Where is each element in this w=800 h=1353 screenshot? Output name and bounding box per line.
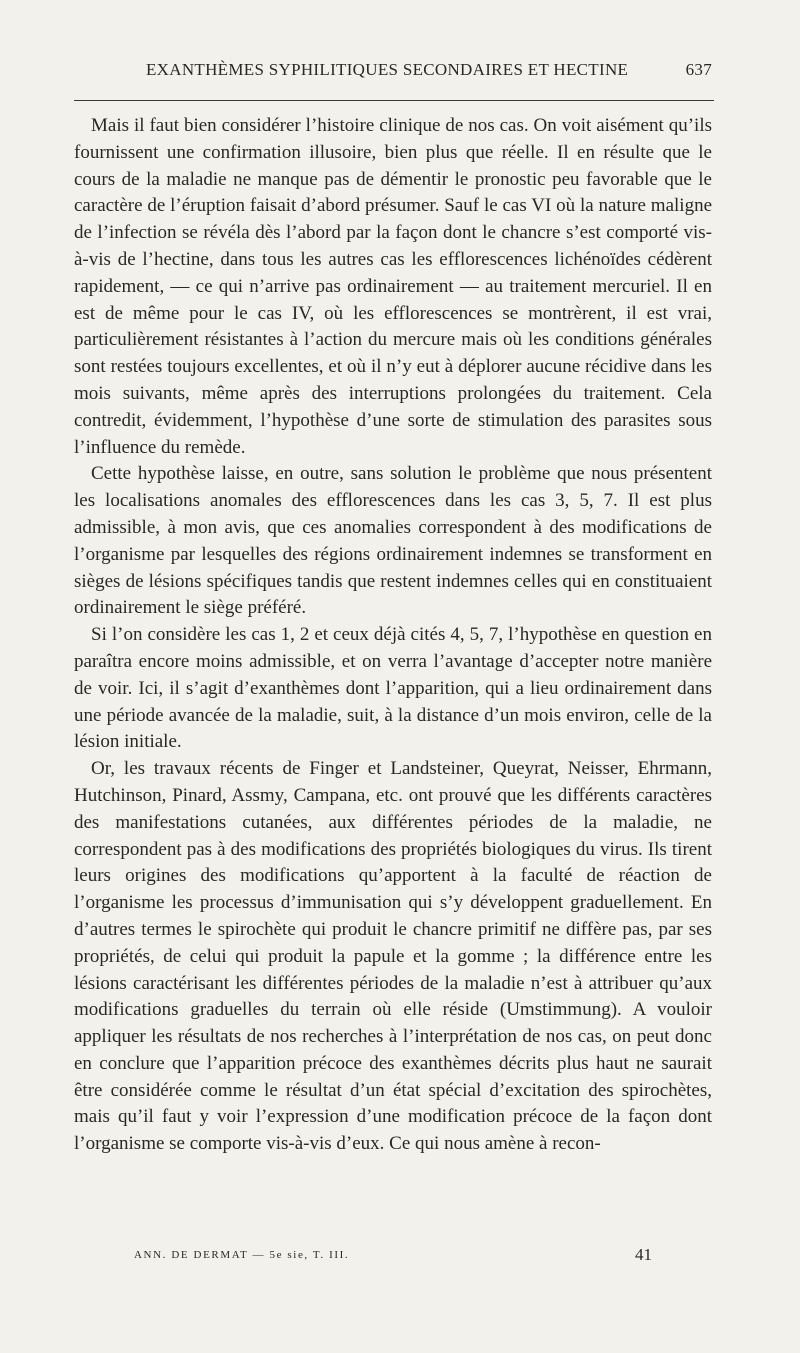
sheet-number: 41: [635, 1245, 652, 1264]
paragraph: Si l’on considère les cas 1, 2 et ceux déjà cités 4, 5, 7, l’hypothèse en question en paraîtra encore moins admissible, et on verra l’avantage d’accepter notre manière de voir. Ici, il s’agit d’exanthèmes dont l’apparition, qui a lieu ordinairement dans une période avancée de la maladie, suit, à la distance d’un mois environ, celle de la lésion initiale.: [74, 624, 712, 753]
paragraph: Mais il faut bien considérer l’histoire clinique de nos cas. On voit aisément qu’ils fournissent une confirmation illusoire, bien plus que réelle. Il en résulte que le cours de la maladie ne manque pas de démentir le pronostic peu favorable que le caractère de l’éruption faisait d’abord présumer. Sauf le cas VI où la nature maligne de l’infection se révéla dès l’abord par la façon dont le chancre s’est comporté vis-à-vis de l’hectine, dans tous les autres cas les efflorescences lichénoïdes cédèrent rapidement, — ce qui n’arrive pas ordinairement — au traitement mercuriel. Il en est de même pour le cas IV, où les efflorescences se montrèrent, il est vrai, particulièrement résistantes à l’action du mercure mais où les conditions générales sont restées toujours excellentes, et où il n’y eut à déplorer aucune récidive dans les mois suivants, même après des interruptions prolongées du traitement. Cela contredit, évidemment, l’hypothèse d’une sorte de stimulation des parasites sous l’influence du remède.: [74, 115, 712, 458]
page-number: 637: [685, 60, 712, 79]
page-footer: [134, 1245, 652, 1269]
header-rule: [74, 100, 714, 101]
body-text: [74, 113, 712, 1158]
running-title: EXANTHÈMES SYPHILITIQUES SECONDAIRES ET HECTINE: [146, 60, 629, 79]
paragraph: Or, les travaux récents de Finger et Landsteiner, Queyrat, Neisser, Ehrmann, Hutchinson, Pinard, Assmy, Campana, etc. ont prouvé que les différents caractères des manifestations cutanées, aux différentes périodes de la maladie, ne correspondent pas à des modifications des propriétés biologiques du virus. Ils tirent leurs origines des modifications qu’apportent à la faculté de réaction de l’organisme les processus d’immunisation qui s’y développent graduellement. En d’autres termes le spirochète qui produit le chancre primitif ne diffère pas, par ses propriétés, de celui qui produit la papule et la gomme ; la différence entre les lésions caractérisant les différentes périodes de la maladie n’est à attribuer qu’aux modifications graduelles du terrain où elle réside (Umstimmung). A vouloir appliquer les résultats de nos recherches à l’interprétation de nos cas, on peut donc en conclure que l’apparition précoce des exanthèmes décrits plus haut ne saurait être considérée comme le résultat d’un état spécial d’excitation des spirochètes, mais qu’il faut y voir l’expression d’une modification précoce de la façon dont l’organisme se comporte vis-à-vis d’eux. Ce qui nous amène à recon-: [74, 758, 712, 1155]
running-head: [146, 60, 712, 88]
paragraph: Cette hypothèse laisse, en outre, sans solution le problème que nous présentent les localisations anomales des efflorescences dans les cas 3, 5, 7. Il est plus admissible, à mon avis, que ces anomalies correspondent à des modifications de l’organisme par lesquelles des régions ordinairement indemnes se transforment en sièges de lésions spécifiques tandis que restent indemnes celles qui en constituaient ordinairement le siège préféré.: [74, 463, 712, 619]
footer-signature: ANN. DE DERMAT — 5e sie, T. III.: [134, 1249, 350, 1261]
